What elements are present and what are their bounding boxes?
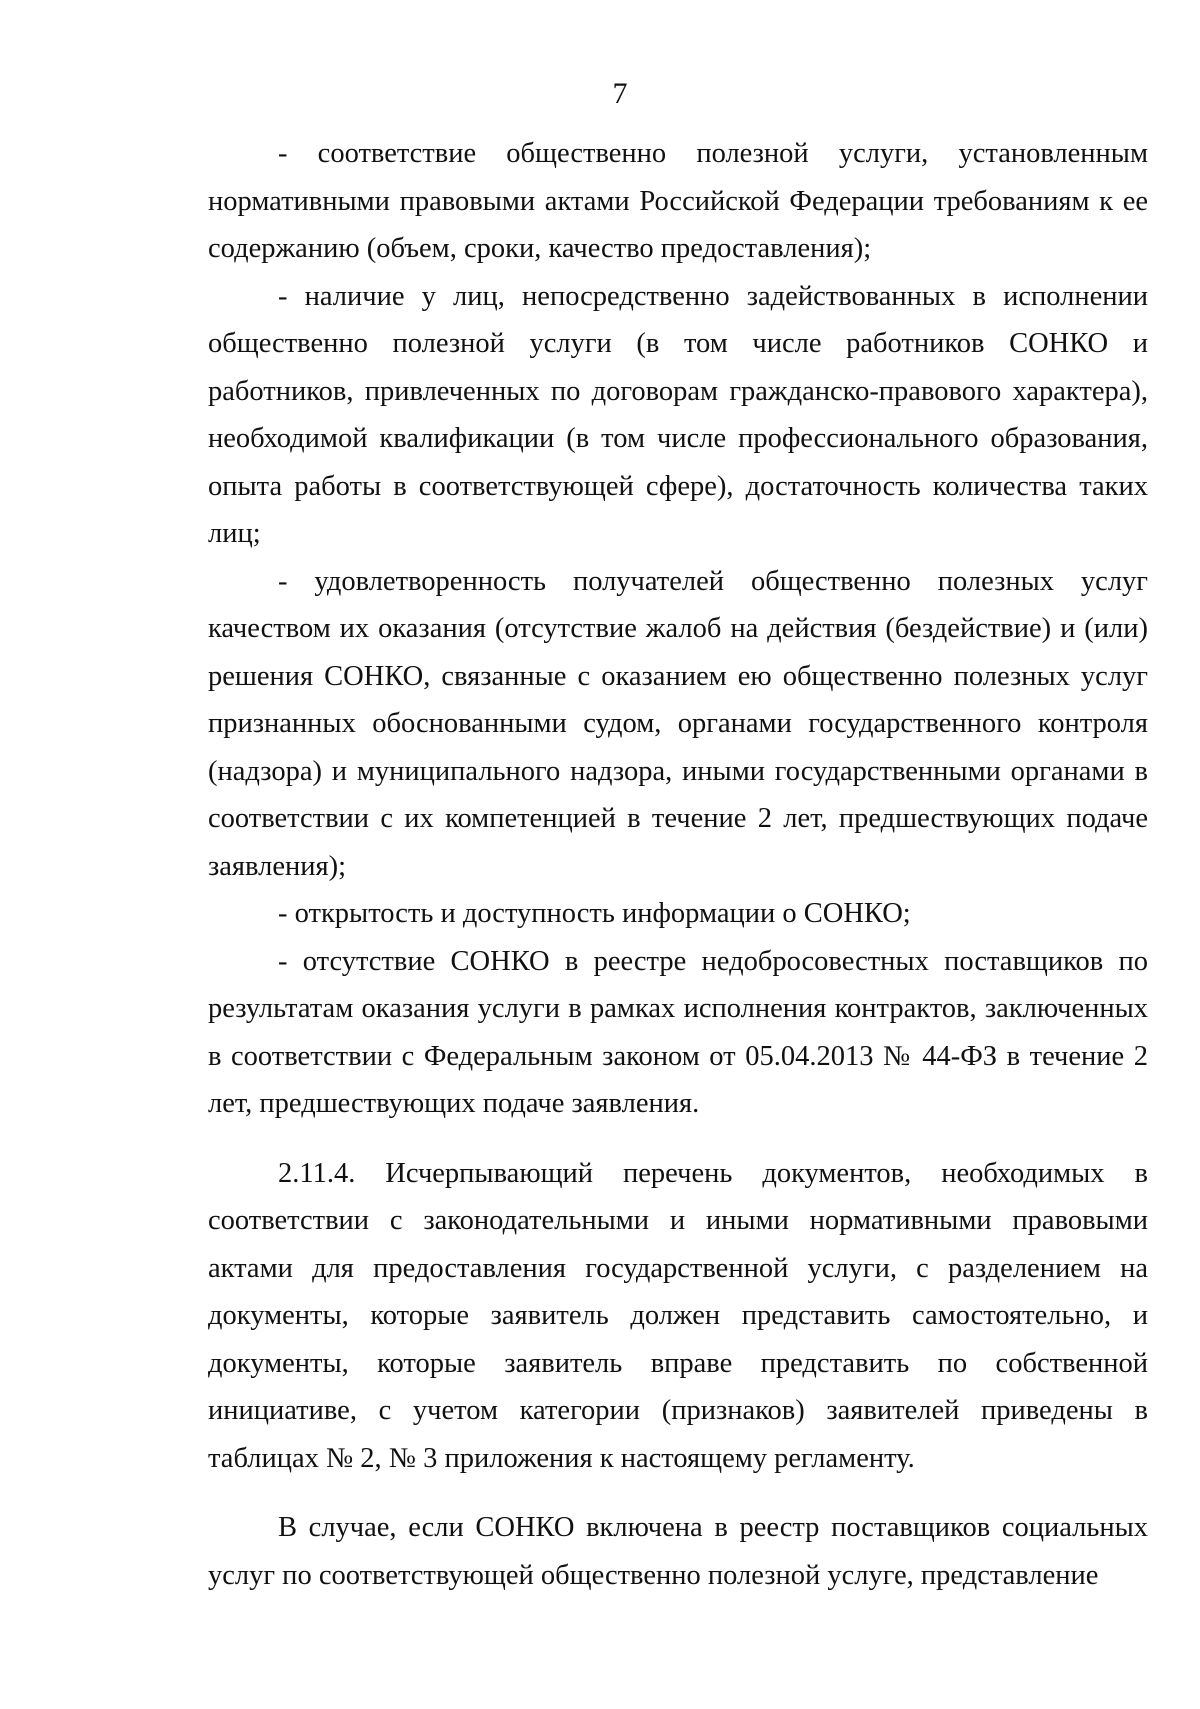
page-number: 7	[612, 77, 628, 110]
paragraph-registry-inclusion: В случае, если СОНКО включена в реестр поставщиков социальных услуг по соответствующей общественно полезной услуге, представление	[208, 1512, 1148, 1591]
paragraph-staff-qualification: - наличие у лиц, непосредственно задействованных в исполнении общественно полезной услуги (в том числе работников СОНКО и работников, привлеченных по договорам гражданско-правового характера), необходимой квалификации (в том числе профессионального образования, опыта работы в соответствующей сфере), достаточность количества таких лиц;	[208, 280, 1148, 549]
paragraph-2-11-4-documents-list: 2.11.4. Исчерпывающий перечень документов, необходимых в соответствии с законодательными и иными нормативными правовыми актами для предоставления государственной услуги, с разделением на документы, которые заявитель должен представить самостоятельно, и документы, которые заявитель вправе представить по собственной инициативе, с учетом категории (признаков) заявителей приведены в таблицах № 2, № 3 приложения к настоящему регламенту.	[208, 1157, 1148, 1474]
paragraph-service-compliance: - соответствие общественно полезной услуги, установленным нормативными правовыми актами Российской Федерации требованиям к ее содержанию (объем, сроки, качество предоставления);	[208, 138, 1148, 264]
document-body	[208, 130, 1148, 1599]
paragraph-unfair-suppliers-registry: - отсутствие СОНКО в реестре недобросовестных поставщиков по результатам оказания услуги в рамках исполнения контрактов, заключенных в соответствии с Федеральным законом от 05.04.2013 № 44-ФЗ в течение 2 лет, предшествующих подаче заявления.	[208, 945, 1148, 1119]
paragraph-recipient-satisfaction: - удовлетворенность получателей общественно полезных услуг качеством их оказания (отсутствие жалоб на действия (бездействие) и (или) решения СОНКО, связанные с оказанием ею общественно полезных услуг признанных обоснованными судом, органами государственного контроля (надзора) и муниципального надзора, иными государственными органами в соответствии с их компетенцией в течение 2 лет, предшествующих подаче заявления);	[208, 565, 1148, 882]
paragraph-information-openness: - открытость и доступность информации о СОНКО;	[278, 898, 911, 929]
